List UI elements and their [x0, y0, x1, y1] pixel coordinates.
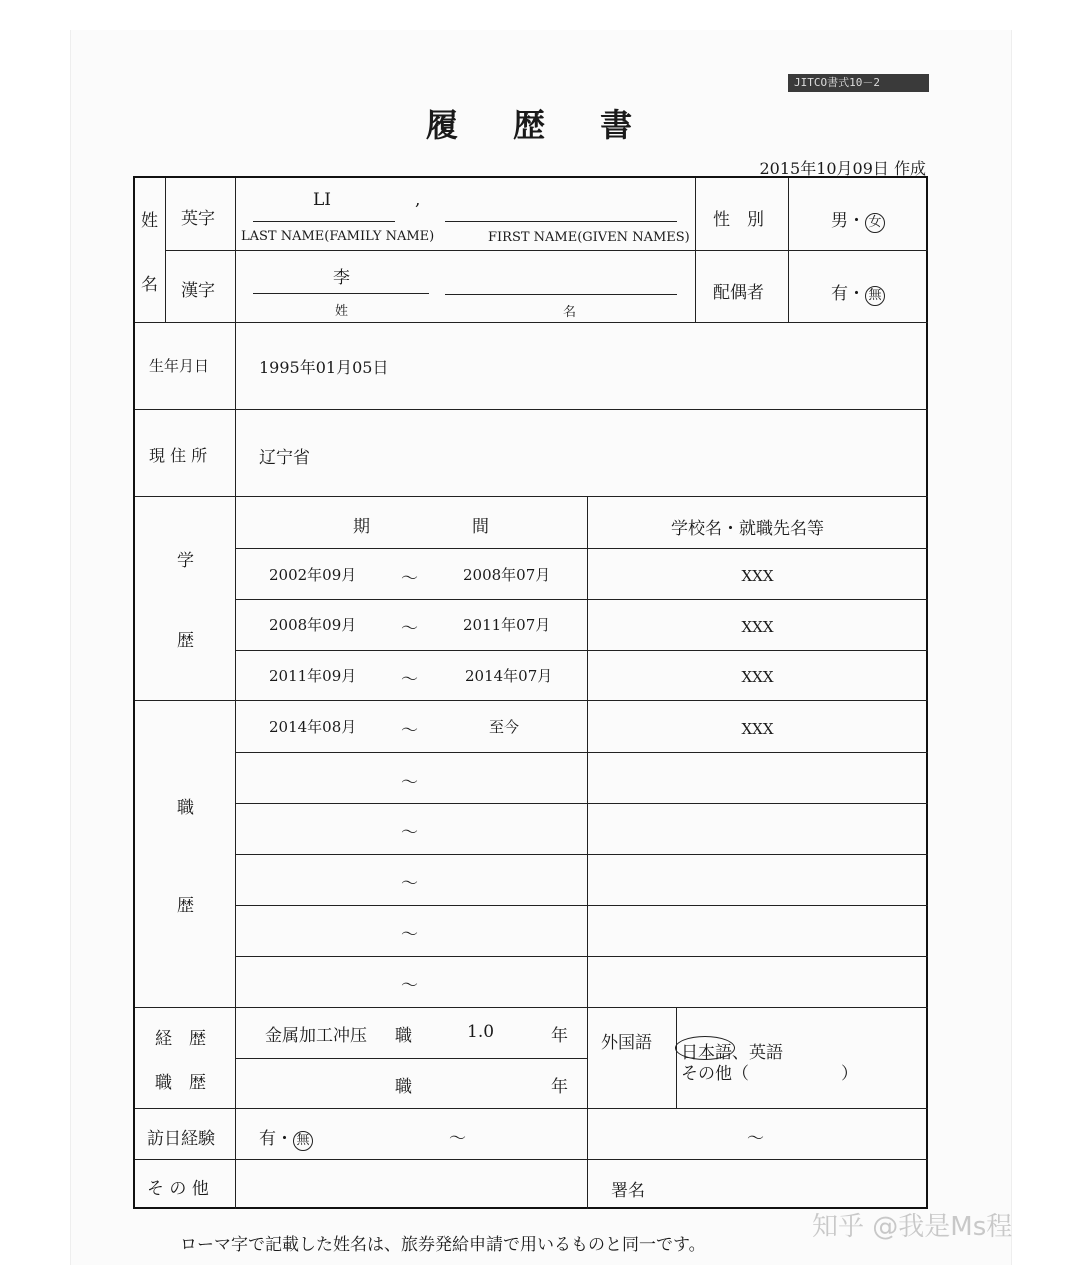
- gender-options: [831, 206, 885, 233]
- birth-label: 生年月日: [149, 357, 210, 375]
- language-english: 、英語: [732, 1043, 783, 1063]
- experience-field: 金属加工冲压: [265, 1026, 367, 1046]
- work-4-sep: ～: [401, 874, 418, 894]
- work-5-sep: ～: [401, 925, 418, 945]
- edu-1-from: 2002年09月: [269, 566, 357, 584]
- work-2-sep: ～: [401, 773, 418, 793]
- edu-2-from: 2008年09月: [269, 616, 357, 634]
- gender-spouse-divider: [695, 250, 928, 251]
- edu-3-from: 2011年09月: [269, 667, 357, 685]
- experience-nen-1: 年: [551, 1026, 568, 1046]
- divider-edu-work: [135, 700, 928, 701]
- work-1-sep: ～: [401, 721, 418, 741]
- divider-work-end: [135, 1007, 928, 1008]
- created-date: 2015年10月09日 作成: [759, 159, 926, 178]
- visit-sep-2: ～: [747, 1129, 764, 1149]
- divider-work-4: [235, 905, 928, 906]
- work-3-sep: ～: [401, 823, 418, 843]
- work-1-to: 至今: [489, 718, 520, 736]
- kanji-first-line: [445, 294, 677, 295]
- divider-work-3: [235, 854, 928, 855]
- visit-dot: ・: [276, 1129, 293, 1149]
- visit-label: 訪日経験: [147, 1129, 215, 1149]
- spouse-options: [831, 279, 885, 306]
- language-other-close: ）: [841, 1064, 858, 1084]
- visit-sep-1: ～: [449, 1129, 466, 1149]
- address-value: 辽宁省: [259, 448, 310, 468]
- experience-label-2: 職 歴: [155, 1073, 206, 1093]
- last-name-kanji: 李: [333, 268, 350, 288]
- name-comma: ,: [415, 190, 421, 210]
- given-char: 名: [141, 275, 158, 295]
- gender-female-circled: 女: [865, 213, 885, 233]
- divider-edu-1: [235, 599, 928, 600]
- gender-male: 男: [831, 211, 848, 231]
- experience-label-1: 経 歴: [155, 1029, 206, 1049]
- divider-after-name: [135, 322, 928, 323]
- divider-after-visit: [135, 1159, 928, 1160]
- visit-yes: 有: [259, 1129, 276, 1149]
- language-other: その他（: [681, 1064, 749, 1084]
- last-name-romaji: LI: [313, 190, 332, 210]
- edu-3-sep: ～: [401, 670, 418, 690]
- work-1-company: XXX: [741, 720, 774, 738]
- label-column-divider: [235, 178, 236, 1209]
- work-label-top: 職: [177, 798, 194, 818]
- spouse-no-circled: 無: [865, 286, 885, 306]
- resume-form: [133, 176, 928, 1209]
- language-japanese: 日本語: [681, 1043, 732, 1063]
- divider-experience: [235, 1058, 587, 1059]
- work-label-bottom: 歴: [177, 896, 194, 916]
- divider-edu-2: [235, 650, 928, 651]
- last-name-caption: LAST NAME(FAMILY NAME): [241, 229, 435, 244]
- period-header: 期 間: [353, 517, 489, 537]
- spouse-label: 配偶者: [713, 283, 764, 303]
- divider-after-experience: [135, 1108, 928, 1109]
- first-name-caption: FIRST NAME(GIVEN NAMES): [488, 230, 690, 245]
- edu-2-to: 2011年07月: [463, 616, 551, 634]
- document-title: 履 歴 書: [425, 106, 655, 144]
- visit-no-circled: 無: [293, 1131, 313, 1151]
- edu-1-sep: ～: [401, 569, 418, 589]
- surname-char: 姓: [141, 211, 158, 231]
- kanji-first-caption: 名: [563, 305, 577, 320]
- birth-value: 1995年01月05日: [259, 358, 389, 377]
- edu-3-school: XXX: [741, 668, 774, 686]
- experience-nen-2: 年: [551, 1077, 568, 1097]
- divider-work-2: [235, 803, 928, 804]
- signature-label: 署名: [611, 1181, 645, 1201]
- edu-2-sep: ～: [401, 619, 418, 639]
- work-6-sep: ～: [401, 976, 418, 996]
- kanji-last-line: [253, 293, 429, 294]
- divider-work-1: [235, 752, 928, 753]
- spouse-dot: ・: [848, 284, 865, 304]
- edu-1-school: XXX: [741, 567, 774, 585]
- gender-label: 性 別: [713, 210, 764, 230]
- period-school-divider: [587, 496, 588, 1209]
- gender-value-divider: [788, 178, 789, 322]
- address-label: 現 住 所: [149, 446, 208, 465]
- school-header: 学校名・就職先名等: [671, 519, 824, 539]
- gender-dot: ・: [848, 211, 865, 231]
- romaji-label: 英字: [181, 209, 215, 229]
- spouse-yes: 有: [831, 284, 848, 304]
- name-gender-divider: [695, 178, 696, 322]
- footer-note: ローマ字で記載した姓名は、旅券発給申請で用いるものと同一です。: [180, 1235, 706, 1255]
- work-1-from: 2014年08月: [269, 718, 357, 736]
- kanji-last-caption: 姓: [335, 304, 349, 319]
- other-label: そ の 他: [147, 1179, 209, 1199]
- divider-work-5: [235, 956, 928, 957]
- name-char-divider: [165, 178, 166, 322]
- watermark: 知乎 @我是Ms程: [812, 1212, 1013, 1242]
- divider-history-header: [235, 548, 928, 549]
- experience-shoku-2: 職: [395, 1077, 412, 1097]
- first-name-line: [445, 221, 677, 222]
- education-label-top: 学: [177, 551, 194, 571]
- edu-2-school: XXX: [741, 618, 774, 636]
- form-code-badge: JITCO書式10－2: [788, 74, 929, 92]
- experience-shoku-1: 職: [395, 1026, 412, 1046]
- visit-options: [259, 1124, 313, 1151]
- education-label-bottom: 歴: [177, 631, 194, 651]
- last-name-line: [253, 221, 395, 222]
- divider-after-birth: [135, 409, 928, 410]
- experience-years: 1.0: [467, 1022, 495, 1042]
- edu-3-to: 2014年07月: [465, 667, 553, 685]
- language-value-divider: [676, 1007, 677, 1108]
- divider-after-address: [135, 496, 928, 497]
- kanji-label: 漢字: [181, 281, 215, 301]
- language-label: 外国語: [601, 1033, 652, 1053]
- edu-1-to: 2008年07月: [463, 566, 551, 584]
